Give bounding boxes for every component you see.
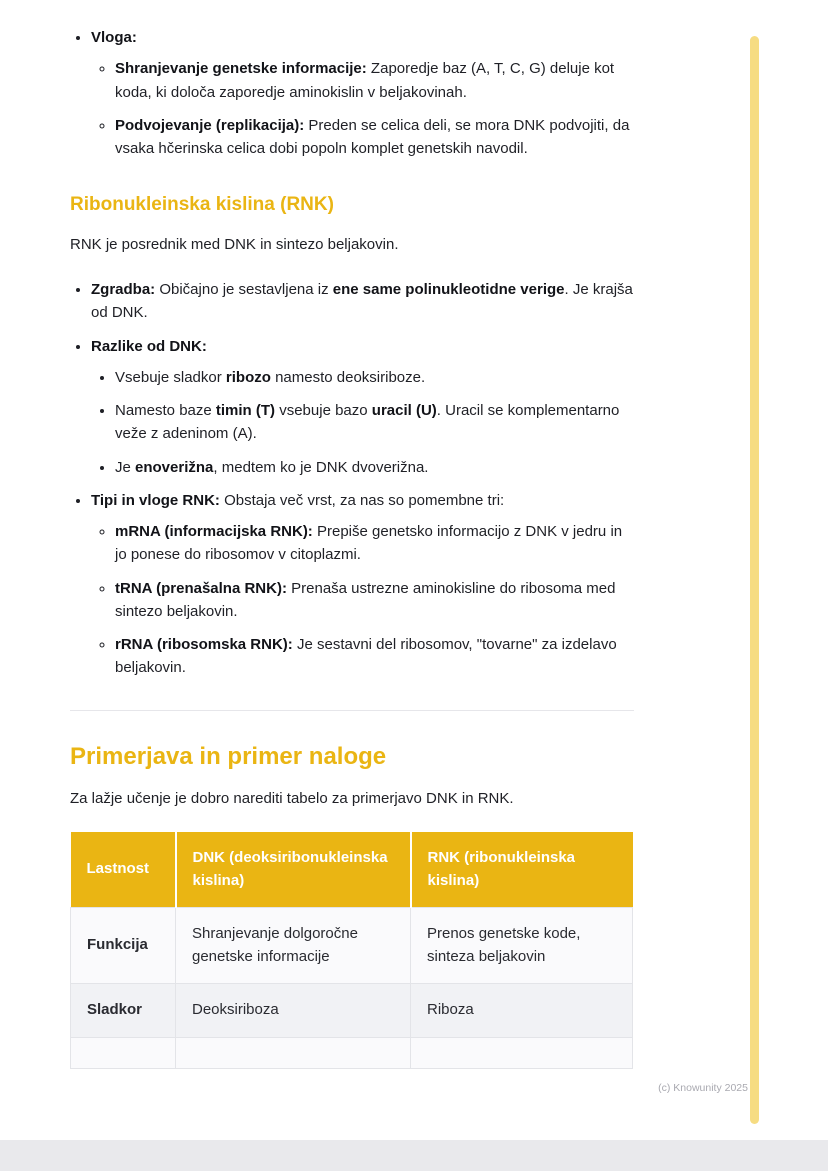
table-row xyxy=(71,1037,633,1068)
text-run: Običajno je sestavljena iz xyxy=(155,281,333,299)
text-run: . Je krajša od DNK. xyxy=(91,281,633,322)
text-run: Podvojevanje (replikacija): xyxy=(115,116,305,134)
list-item-vloga xyxy=(91,26,634,160)
section-heading-primerjava: Primerjava in primer naloge xyxy=(70,742,387,770)
table-cell: Deoksiriboza xyxy=(176,984,411,1038)
text-run: enoverižna xyxy=(135,458,214,476)
text-run: tRNA (prenašalna RNK): xyxy=(115,579,287,597)
table-cell xyxy=(176,1037,411,1068)
text-run: Je sestavni del ribosomov, "tovarne" za izdelavo beljakovin. xyxy=(115,636,617,677)
list-item-text xyxy=(91,489,634,512)
text-run: Vsebuje sladkor xyxy=(115,368,226,386)
rnk-list xyxy=(70,278,634,680)
text-run: ribozo xyxy=(225,368,271,386)
text-run: ene same polinukleotidne verige xyxy=(332,281,565,299)
text-run: Zgradba: xyxy=(91,281,156,299)
list-item xyxy=(115,399,634,446)
list-item-text xyxy=(115,399,634,446)
list-item xyxy=(115,520,634,567)
list-item-text xyxy=(115,366,634,389)
scrollbar-thumb[interactable] xyxy=(750,36,759,1124)
paragraph-rnk-intro: RNK je posrednik med DNK in sintezo beljakovin. xyxy=(70,235,399,253)
razlike-sublist xyxy=(91,366,634,479)
list-item-text xyxy=(115,114,634,161)
list-item xyxy=(115,456,634,479)
document-content xyxy=(70,26,634,1069)
list-item xyxy=(115,57,634,104)
text-run: Shranjevanje genetske informacije: xyxy=(115,60,367,78)
list-item xyxy=(115,633,634,680)
list-item-text xyxy=(91,278,634,325)
table-cell: Prenos genetske kode, sinteza beljakovin xyxy=(411,908,633,984)
row-header-cell xyxy=(71,1037,176,1068)
text-run: Obstaja več vrst, za nas so pomembne tri: xyxy=(219,491,505,509)
text-run: vsebuje bazo xyxy=(275,402,372,420)
text-run: Preden se celica deli, se mora DNK podvojiti, da vsaka hčerinska celica dobi popoln komplet genetskih navodil. xyxy=(115,116,630,157)
text-run: Razlike od DNK: xyxy=(91,337,207,355)
list-item-text xyxy=(115,520,634,567)
table-cell: Shranjevanje dolgoročne genetske informacije xyxy=(176,908,411,984)
text-run: Prenaša ustrezne aminokisline do ribosoma med sintezo beljakovin. xyxy=(115,579,616,620)
text-run: Namesto baze xyxy=(115,402,216,420)
list-item-zgradba xyxy=(91,278,634,325)
list-item xyxy=(115,577,634,624)
section-divider xyxy=(70,710,634,711)
text-run: Prepiše genetsko informacijo z DNK v jedru in jo ponese do ribosomov v citoplazmi. xyxy=(115,523,623,564)
vloga-sublist xyxy=(91,57,634,160)
comparison-table xyxy=(70,832,633,1069)
text-run: namesto deoksiriboze. xyxy=(270,368,426,386)
list-item-text xyxy=(115,577,634,624)
list-item-text xyxy=(91,335,634,358)
list-item xyxy=(115,366,634,389)
section-heading-rnk: Ribonukleinska kislina (RNK) xyxy=(70,194,334,216)
text-run: Zaporedje baz (A, T, C, G) deluje kot koda, ki določa zaporedje aminokislin v beljakovinah. xyxy=(115,60,615,101)
list-item-razlike xyxy=(91,335,634,479)
text-run: timin (T) xyxy=(215,402,276,420)
column-header-dnk: DNK (deoksiribonukleinska kislina) xyxy=(176,832,411,908)
table-cell: Riboza xyxy=(411,984,633,1038)
row-header-cell: Sladkor xyxy=(71,984,176,1038)
list-item-text xyxy=(115,633,634,680)
paragraph-primerjava-intro: Za lažje učenje je dobro narediti tabelo za primerjavo DNK in RNK. xyxy=(70,789,514,807)
list-item-text xyxy=(91,26,634,49)
table-header-row xyxy=(71,832,633,908)
page-edge xyxy=(0,1140,828,1171)
column-header-rnk: RNK (ribonukleinska kislina) xyxy=(411,832,633,908)
tipi-sublist xyxy=(91,520,634,680)
table-cell xyxy=(411,1037,633,1068)
text-run: mRNA (informacijska RNK): xyxy=(115,523,313,541)
list-item-text xyxy=(115,456,634,479)
text-run: . Uracil se komplementarno veže z adeninom (A). xyxy=(115,402,620,443)
watermark: (c) Knowunity 2025 xyxy=(658,1082,748,1094)
text-run: Vloga: xyxy=(91,29,137,46)
list-item-text xyxy=(115,57,634,104)
text-run: uracil (U) xyxy=(371,402,437,420)
text-run: Tipi in vloge RNK: xyxy=(91,491,220,509)
table-row xyxy=(71,984,633,1038)
list-item xyxy=(115,114,634,161)
vloga-list xyxy=(70,26,634,160)
text-run: Je xyxy=(115,458,136,476)
table-row xyxy=(71,908,633,984)
list-item-tipi xyxy=(91,489,634,680)
column-header-lastnost: Lastnost xyxy=(71,832,176,908)
text-run: , medtem ko je DNK dvoverižna. xyxy=(213,458,429,476)
row-header-cell: Funkcija xyxy=(71,908,176,984)
text-run: rRNA (ribosomska RNK): xyxy=(115,636,293,654)
